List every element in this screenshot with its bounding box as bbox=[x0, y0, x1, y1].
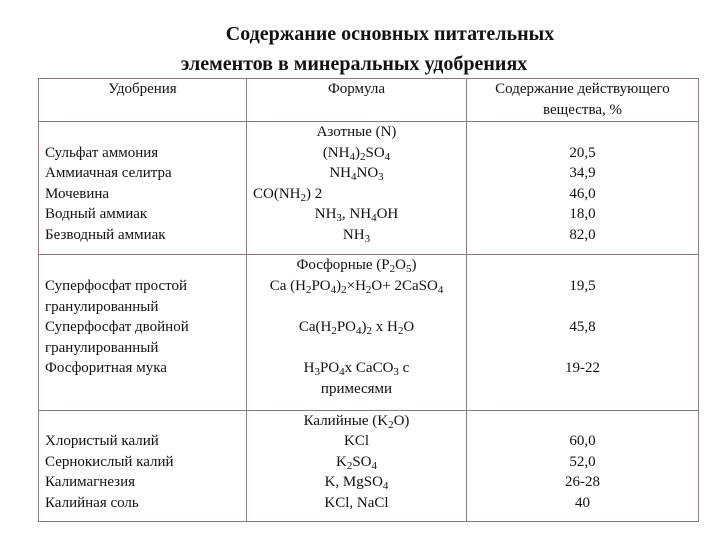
value-phosphate-rock: 19-22 bbox=[565, 360, 600, 377]
formula-ammonium-nitrate: $NH_4NO_3$ bbox=[329, 165, 384, 184]
name-phosphate-rock: Фосфоритная мука bbox=[45, 360, 167, 377]
page-title-line2: элементов в минеральных удобрениях bbox=[180, 53, 528, 75]
formula-double-superphosphate: $Ca(H_2PO_4)_2$ x $H_2O$ bbox=[298, 319, 415, 338]
name-potassium-chloride: Хлористый калий bbox=[45, 433, 159, 450]
formula-ammonium-sulfate: $(NH_4)_2SO_4$ bbox=[322, 144, 391, 163]
potassium-names bbox=[39, 410, 247, 521]
page-title-line1: Содержание основных питательных bbox=[225, 23, 555, 45]
value-potash-salt: 40 bbox=[575, 495, 590, 512]
table-row-potassium bbox=[39, 410, 699, 521]
value-aqueous-ammonia: 18,0 bbox=[569, 206, 596, 223]
phosphorus-values bbox=[467, 255, 699, 410]
value-double-superphosphate: 45,8 bbox=[569, 319, 596, 336]
formula-potash-salt: KCl, NaCl bbox=[324, 495, 389, 512]
formula-urea: $CO(NH_2)$ 2 bbox=[253, 185, 323, 204]
name-ammonium-nitrate: Аммиачная селитра bbox=[45, 165, 172, 182]
name-urea: Мочевина bbox=[45, 185, 110, 202]
value-potassium-chloride: 60,0 bbox=[569, 433, 596, 450]
value-anhydrous-ammonia: 82,0 bbox=[569, 226, 596, 243]
value-urea: 46,0 bbox=[569, 185, 596, 202]
table-row-phosphorus bbox=[39, 255, 699, 410]
group-heading-potassium: Калийные $(K_2O)$ bbox=[303, 412, 410, 431]
name-simple-superphosphate: Суперфосфат простой bbox=[45, 277, 187, 294]
formula-kalimagnesia: K, MgSO$_4$ bbox=[324, 474, 389, 493]
group-heading-nitrogen: Азотные (N) bbox=[316, 124, 397, 140]
nitrogen-values bbox=[467, 122, 699, 255]
name-kalimagnesia: Калимагнезия bbox=[45, 474, 136, 491]
name-ammonium-sulfate: Сульфат аммония bbox=[45, 144, 159, 161]
table-row-nitrogen bbox=[39, 122, 699, 255]
header-formula: Формула bbox=[247, 79, 467, 122]
formula-potassium-chloride: KCl bbox=[343, 433, 369, 450]
name-potassium-sulfate: Сернокислый калий bbox=[45, 453, 174, 470]
formula-anhydrous-ammonia: $NH_3$ bbox=[342, 226, 371, 245]
value-potassium-sulfate: 52,0 bbox=[569, 453, 596, 470]
value-simple-superphosphate: 19,5 bbox=[569, 277, 596, 294]
name-double-superphosphate: Суперфосфат двойной bbox=[45, 319, 189, 336]
header-content: Содержание действующего вещества, % bbox=[467, 79, 699, 122]
value-kalimagnesia: 26-28 bbox=[565, 474, 600, 491]
phosphorus-names bbox=[39, 255, 247, 410]
value-ammonium-nitrate: 34,9 bbox=[569, 165, 596, 182]
name-aqueous-ammonia: Водный аммиак bbox=[45, 206, 148, 223]
table-header-row bbox=[39, 79, 699, 122]
name-potash-salt: Калийная соль bbox=[45, 495, 139, 512]
potassium-values bbox=[467, 410, 699, 521]
nitrogen-formulas bbox=[247, 122, 467, 255]
formula-phosphate-rock: $H_3PO_4x$ CaCO$_3$ с примесями bbox=[303, 360, 410, 397]
formula-simple-superphosphate: Ca $(H_2PO_4)_2\times H_2O+$ 2CaSO$_4$ bbox=[269, 277, 444, 296]
fertilizer-table bbox=[38, 78, 699, 522]
name-granulated-2: гранулированный bbox=[45, 339, 159, 356]
nitrogen-names bbox=[39, 122, 247, 255]
header-fertilizers: Удобрения bbox=[39, 79, 247, 122]
phosphorus-formulas bbox=[247, 255, 467, 410]
value-ammonium-sulfate: 20,5 bbox=[569, 144, 596, 161]
name-anhydrous-ammonia: Безводный аммиак bbox=[45, 226, 166, 243]
group-heading-phosphorus: Фосфорные $(P_2O_5)$ bbox=[296, 257, 417, 276]
formula-potassium-sulfate: $K_2SO_4$ bbox=[335, 453, 378, 472]
formula-aqueous-ammonia: $NH_3$, $NH_4OH$ bbox=[314, 206, 399, 225]
name-granulated-1: гранулированный bbox=[45, 298, 159, 315]
potassium-formulas bbox=[247, 410, 467, 521]
